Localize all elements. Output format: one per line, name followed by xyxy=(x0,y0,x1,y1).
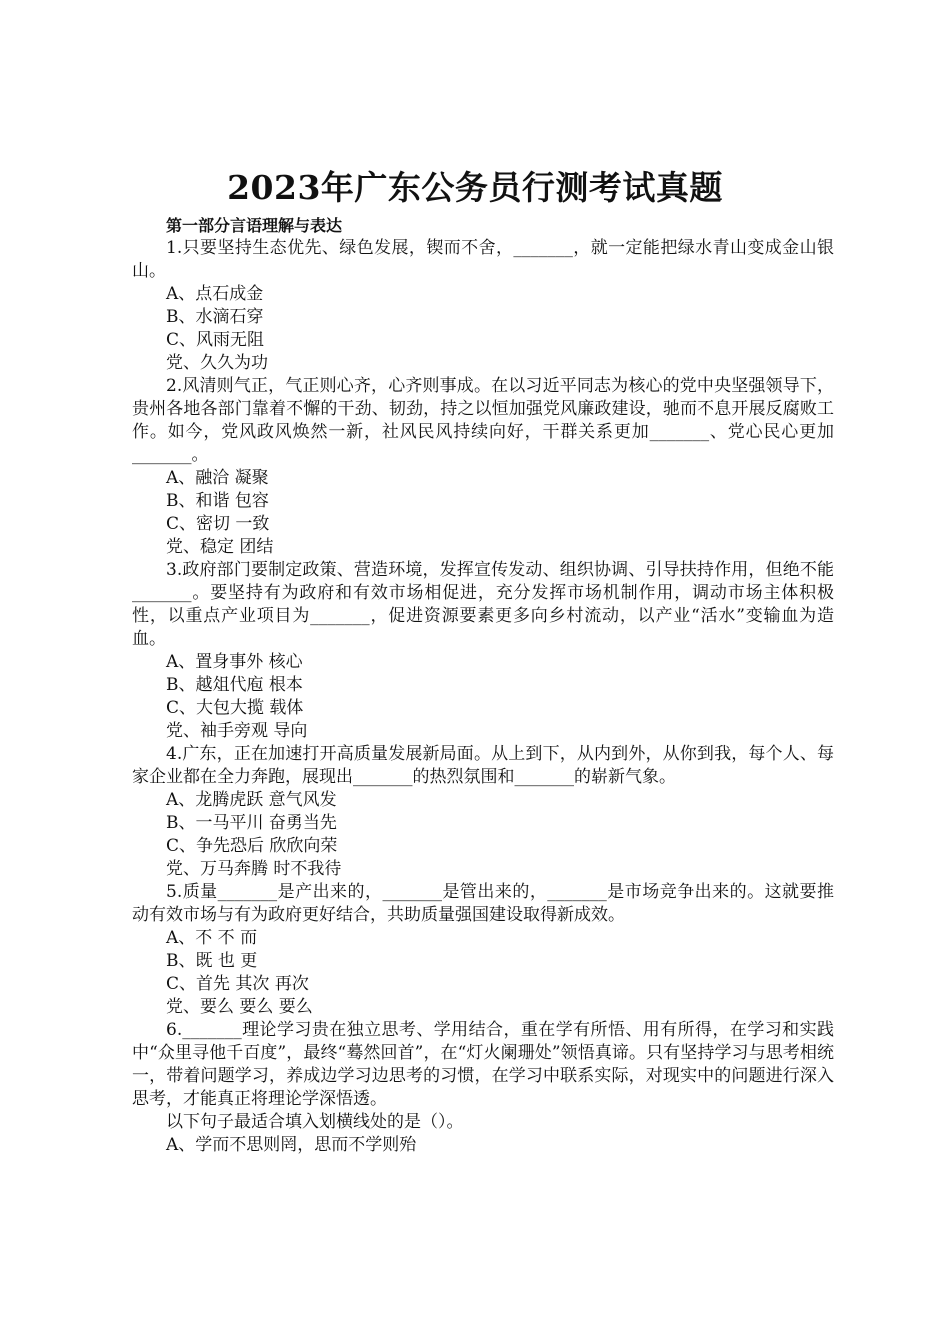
option-a: A、不 不 而 xyxy=(166,928,258,948)
question-block xyxy=(132,881,834,1019)
question-block xyxy=(132,1019,834,1157)
option-d: 党、稳定 团结 xyxy=(166,537,274,557)
option-d: 党、袖手旁观 导向 xyxy=(166,721,308,741)
page-title: 2023年广东公务员行测考试真题 xyxy=(227,168,723,207)
option-c: C、风雨无阻 xyxy=(166,330,265,350)
option-b: B、既 也 更 xyxy=(166,951,258,971)
question-block xyxy=(132,375,834,559)
option-a: A、龙腾虎跃 意气风发 xyxy=(166,790,337,810)
question-text: 2.风清则气正，气正则心齐，心齐则事成。在以习近平同志为核心的党中央坚强领导下，贵州各地各部门靠着不懈的干劲、韧劲，持之以恒加强党风廉政建设，驰而不息开展反腐败工作。如今，党风政风焕然一新，社风民风持续向好，干群关系更加_______、党心民心更加_______。 xyxy=(132,376,834,465)
option-a: A、点石成金 xyxy=(166,284,264,304)
question-block xyxy=(132,743,834,881)
section-heading: 第一部分言语理解与表达 xyxy=(166,216,343,235)
option-c: C、大包大揽 载体 xyxy=(166,698,304,718)
question-text: 6._______理论学习贵在独立思考、学用结合，重在学有所悟、用有所得，在学习和实践中“众里寻他千百度”，最终“蓦然回首”，在“灯火阑珊处”领悟真谛。只有坚持学习与思考相统一，带着问题学习，养成边学习边思考的习惯，在学习中联系实际，对现实中的问题进行深入思考，才能真正将理论学深悟透。 xyxy=(132,1020,834,1109)
question-text: 5.质量_______是产出来的，_______是管出来的，_______是市场竞争出来的。这就要推动有效市场与有为政府更好结合，共助质量强国建设取得新成效。 xyxy=(132,882,834,925)
option-c: C、争先恐后 欣欣向荣 xyxy=(166,836,338,856)
option-c: C、首先 其次 再次 xyxy=(166,974,309,994)
document-body xyxy=(132,214,834,1157)
option-a: A、学而不思则罔，思而不学则殆 xyxy=(166,1135,417,1155)
question-text: 1.只要坚持生态优先、绿色发展，锲而不舍，_______，就一定能把绿水青山变成金山银山。 xyxy=(132,238,834,281)
question-instruction: 以下句子最适合填入划横线处的是（）。 xyxy=(166,1112,464,1132)
option-d: 党、万马奔腾 时不我待 xyxy=(166,859,342,879)
option-b: B、越俎代庖 根本 xyxy=(166,675,303,695)
option-d: 党、久久为功 xyxy=(166,353,268,373)
question-block xyxy=(132,237,834,375)
option-a: A、置身事外 核心 xyxy=(166,652,303,672)
question-block xyxy=(132,559,834,743)
option-a: A、融洽 凝聚 xyxy=(166,468,269,488)
question-text: 4.广东，正在加速打开高质量发展新局面。从上到下，从内到外，从你到我，每个人、每家企业都在全力奔跑，展现出_______的热烈氛围和_______的崭新气象。 xyxy=(132,744,834,787)
option-d: 党、要么 要么 要么 xyxy=(166,997,313,1017)
option-b: B、一马平川 奋勇当先 xyxy=(166,813,337,833)
option-c: C、密切 一致 xyxy=(166,514,270,534)
option-b: B、和谐 包容 xyxy=(166,491,269,511)
question-text: 3.政府部门要制定政策、营造环境，发挥宣传发动、组织协调、引导扶持作用，但绝不能_______。要坚持有为政府和有效市场相促进，充分发挥市场机制作用，调动市场主体积极性，以重点产业项目为_______，促进资源要素更多向乡村流动，以产业“活水”变输血为造血。 xyxy=(132,560,834,649)
option-b: B、水滴石穿 xyxy=(166,307,264,327)
